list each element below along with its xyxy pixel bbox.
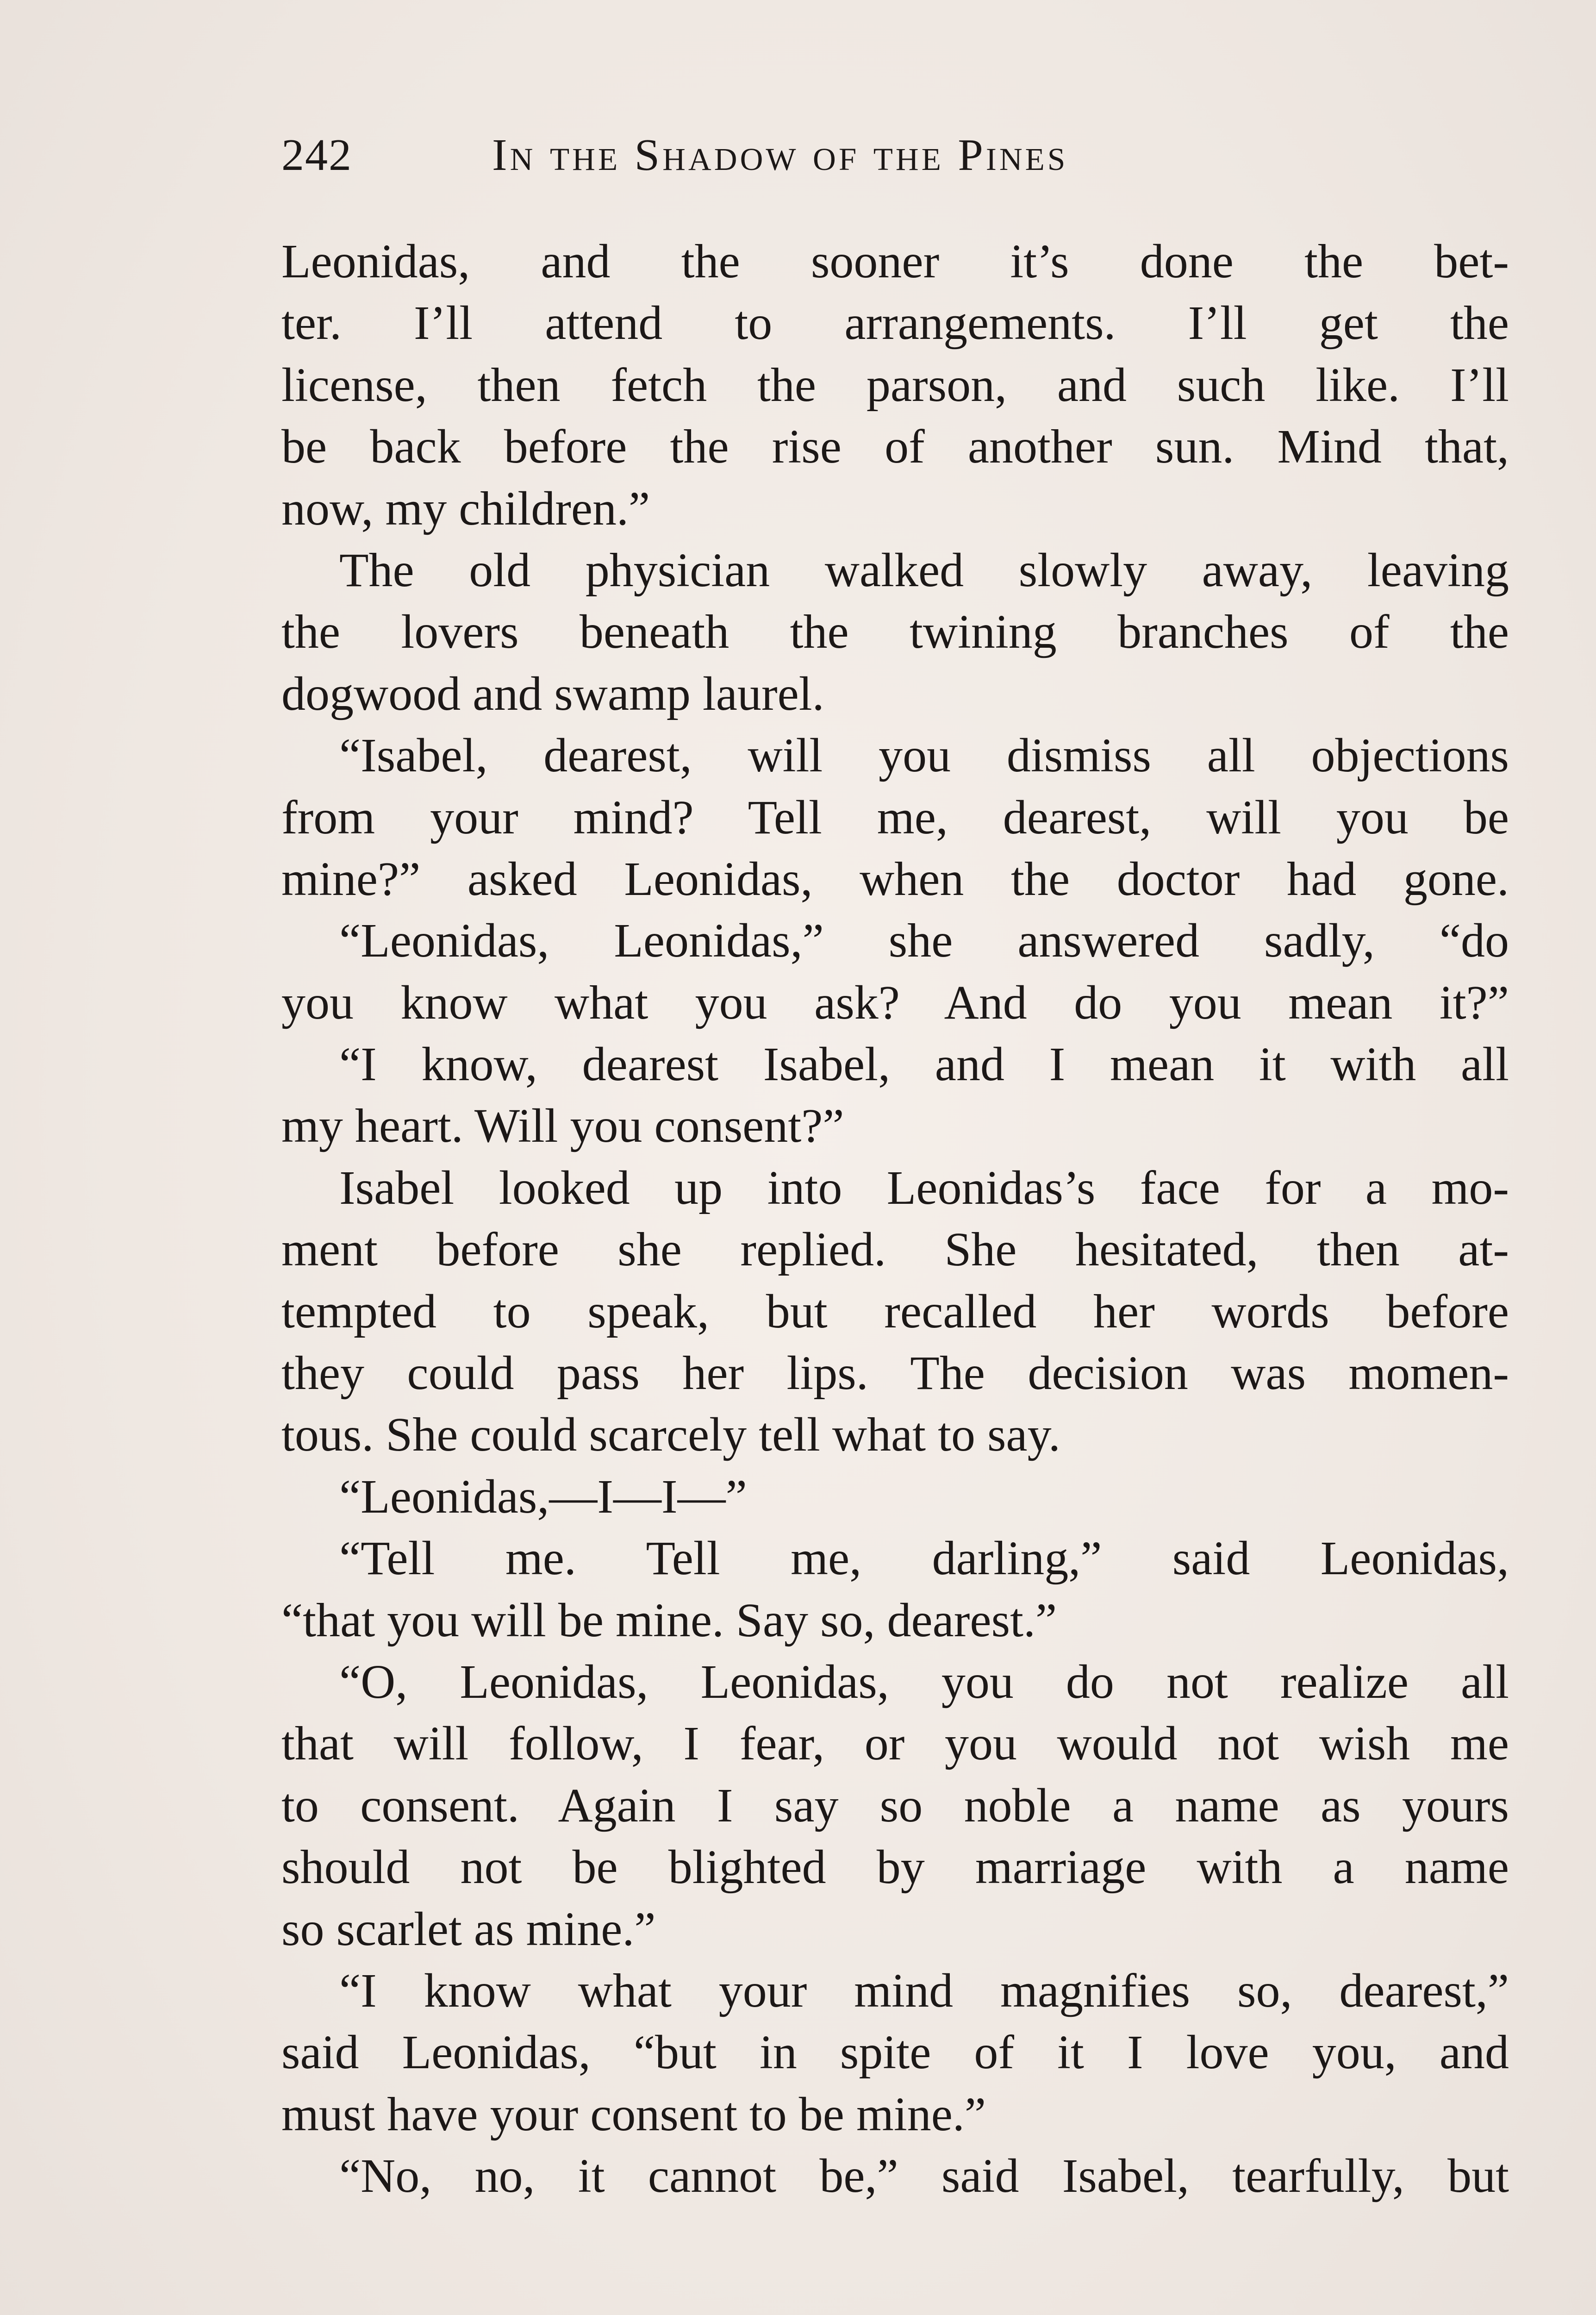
text-line: “I know, dearest Isabel, and I mean it with all [339, 1038, 1509, 1091]
text-line: my heart. Will you consent?” [281, 1099, 844, 1153]
text-line: now, my children.” [281, 482, 650, 535]
text-line: “that you will be mine. Say so, dearest.” [281, 1593, 1057, 1647]
text-line: ter. I’ll attend to arrangements. I’ll get the [281, 296, 1509, 350]
text-line: “No, no, it cannot be,” said Isabel, tearfully, but [339, 2149, 1509, 2203]
text-line: dogwood and swamp laurel. [281, 667, 824, 720]
text-line: tempted to speak, but recalled her words before [281, 1284, 1509, 1338]
text-line: tous. She could scarcely tell what to say. [281, 1408, 1060, 1462]
text-line: said Leonidas, “but in spite of it I love you, and [281, 2026, 1509, 2079]
text-line: ment before she replied. She hesitated, then at- [281, 1223, 1509, 1276]
text-line: Leonidas, and the sooner it’s done the bet- [281, 235, 1509, 288]
text-line: should not be blighted by marriage with a name [281, 1840, 1509, 1894]
text-line: “O, Leonidas, Leonidas, you do not realize all [339, 1655, 1509, 1708]
page-number: 242 [281, 130, 352, 180]
text-line: be back before the rise of another sun. Mind that, [281, 420, 1509, 474]
text-line: they could pass her lips. The decision was momen- [281, 1346, 1509, 1400]
running-title: In the Shadow of the Pines [492, 130, 1068, 180]
page-header [281, 125, 1508, 185]
text-line: so scarlet as mine.” [281, 1902, 656, 1956]
text-line: Isabel looked up into Leonidas’s face for a mo- [339, 1161, 1509, 1214]
text-line: “I know what your mind magnifies so, dearest,” [339, 1964, 1509, 2017]
text-line: “Tell me. Tell me, darling,” said Leonidas, [339, 1532, 1509, 1585]
text-line: must have your consent to be mine.” [281, 2087, 986, 2141]
text-line: “Leonidas,—I—I—” [339, 1470, 747, 1523]
text-line: “Leonidas, Leonidas,” she answered sadly, “do [339, 914, 1509, 968]
text-line: that will follow, I fear, or you would not wish me [281, 1717, 1509, 1771]
body-text [281, 231, 1509, 2207]
text-line: license, then fetch the parson, and such like. I’ll [281, 358, 1509, 412]
text-line: mine?” asked Leonidas, when the doctor had gone. [281, 852, 1509, 906]
text-line: you know what you ask? And do you mean it?” [281, 976, 1509, 1029]
text-line: to consent. Again I say so noble a name as yours [281, 1778, 1509, 1832]
text-line: the lovers beneath the twining branches of the [281, 605, 1509, 659]
text-line: The old physician walked slowly away, leaving [339, 543, 1509, 597]
text-line: from your mind? Tell me, dearest, will you be [281, 790, 1509, 844]
text-line: “Isabel, dearest, will you dismiss all objections [339, 729, 1509, 782]
